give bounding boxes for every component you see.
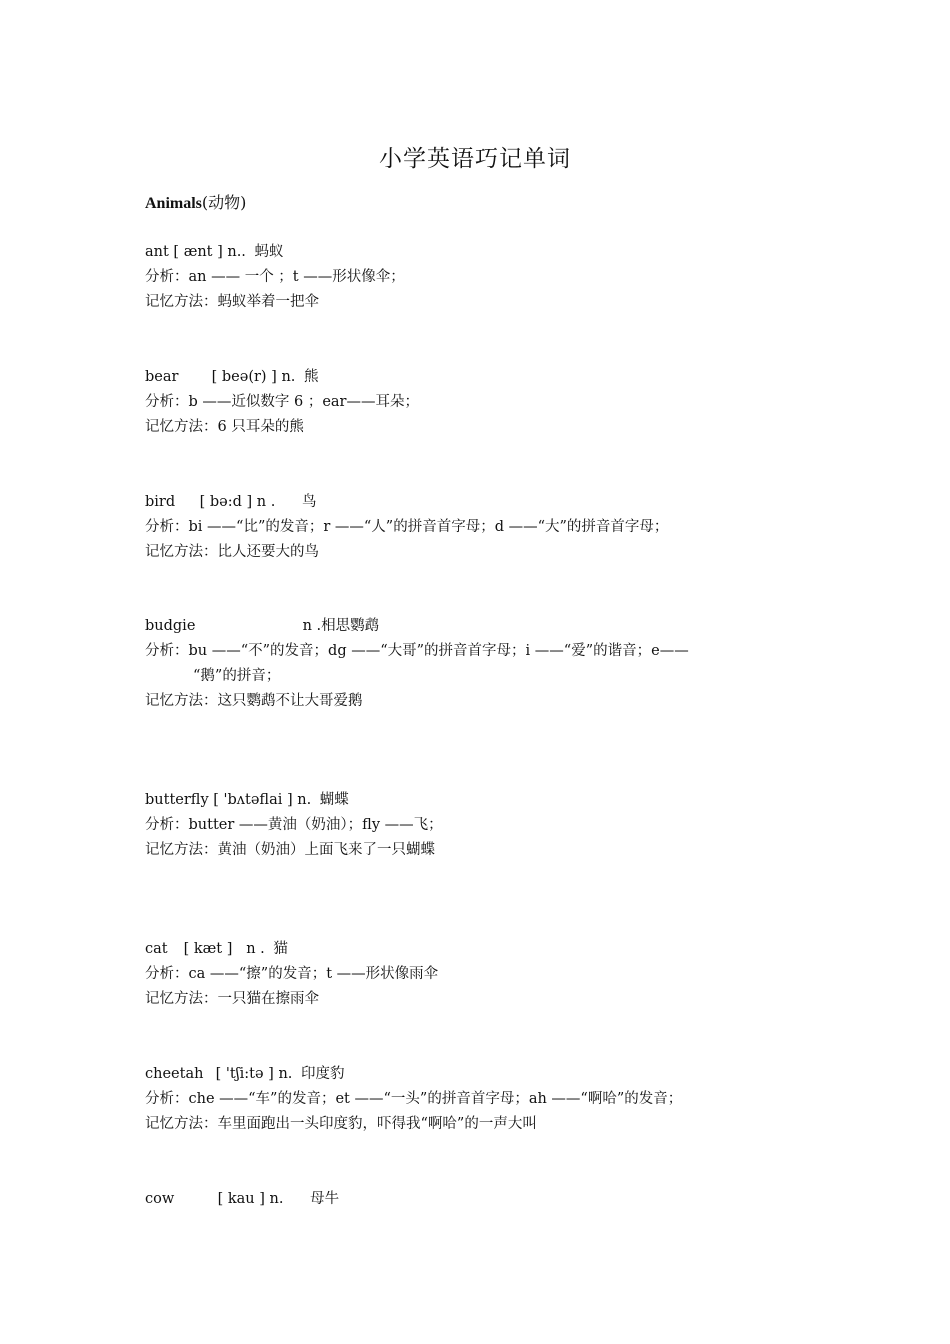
meaning: 熊 [304,369,319,385]
section-heading-en: Animals [145,195,202,212]
phonetic: [ kau ] [217,1191,265,1207]
meaning: 母牛 [310,1191,340,1207]
headword-line [145,1187,815,1212]
headword-line [145,240,815,265]
phonetic: [ kæt ] [183,941,233,957]
vocab-entry-cheetah [145,1062,815,1137]
vocab-entry-bird [145,490,815,565]
part-of-speech: n. [269,1191,284,1207]
analysis-line: 分析：che ——“车”的发音；et ——“一头”的拼音首字母；ah ——“啊哈”的发音； [145,1091,683,1107]
phonetic: [ beə(r) ] [211,369,277,385]
analysis-line: 分析：bu ——“不”的发音；dg ——“大哥”的拼音首字母；i ——“爱”的谐音；e—— [145,643,689,659]
analysis-line: 分析：b ——近似数字 6 ；ear——耳朵； [145,394,419,410]
vocab-entry-cat [145,937,815,1012]
headword-line [145,365,815,390]
word: cat [145,941,168,957]
analysis-line: 分析：bi ——“比”的发音；r ——“人”的拼音首字母；d ——“大”的拼音首字母； [145,519,669,535]
meaning: 印度豹 [301,1066,345,1082]
memory-line: 记忆方法：这只鹦鹉不让大哥爱鹅 [145,693,363,709]
page-title: 小学英语巧记单词 [379,146,571,172]
phonetic: [ 'bʌtəflai ] [213,792,293,808]
part-of-speech: n.. [227,244,246,260]
headword-line [145,490,815,515]
word: cow [145,1191,175,1207]
memory-line: 记忆方法：6 只耳朵的熊 [145,419,304,435]
meaning: 蚂蚁 [254,244,284,260]
part-of-speech: n . [256,494,276,510]
memory-line: 记忆方法：一只猫在擦雨伞 [145,991,319,1007]
section-heading [145,190,246,213]
headword-line [145,614,815,639]
headword-line [145,937,815,962]
part-of-speech: n. [278,1066,293,1082]
memory-line: 记忆方法：比人还要大的鸟 [145,544,319,560]
memory-line: 记忆方法：车里面跑出一头印度豹，吓得我“啊哈”的一声大叫 [145,1116,537,1132]
part-of-speech: n . [246,941,265,957]
word: cheetah [145,1066,204,1082]
part-of-speech: n . [302,618,322,634]
headword-line [145,1062,815,1087]
memory-line: 记忆方法：黄油（奶油）上面飞来了一只蝴蝶 [145,842,435,858]
vocab-entry-ant [145,240,815,315]
analysis-line: 分析：an —— 一个 ；t ——形状像伞； [145,269,405,285]
vocab-entry-budgie [145,614,815,714]
meaning: 猫 [273,941,288,957]
phonetic: [ bə:d ] [199,494,253,510]
meaning: 相思鹦鹉 [321,618,380,634]
memory-line: 记忆方法：蚂蚁举着一把伞 [145,294,319,310]
part-of-speech: n. [297,792,312,808]
word: butterfly [145,792,209,808]
vocab-entry-butterfly [145,788,815,863]
word: bird [145,494,176,510]
phonetic: [ 'tʃi:tə ] [215,1066,274,1082]
word: ant [145,244,169,260]
vocab-entry-cow [145,1187,815,1212]
part-of-speech: n. [281,369,296,385]
section-heading-cn: (动物) [201,193,247,212]
analysis-line: 分析：ca ——“擦”的发音；t ——形状像雨伞 [145,966,439,982]
analysis-line: 分析：butter ——黄油（奶油）；fly ——飞； [145,817,443,833]
headword-line [145,788,815,813]
word: budgie [145,618,196,634]
meaning: 蝴蝶 [319,792,349,808]
analysis-continued-line: “鹅”的拼音； [193,668,281,684]
word: bear [145,369,179,385]
vocab-entry-bear [145,365,815,440]
meaning: 鸟 [301,494,317,510]
phonetic: [ ænt ] [173,244,223,260]
